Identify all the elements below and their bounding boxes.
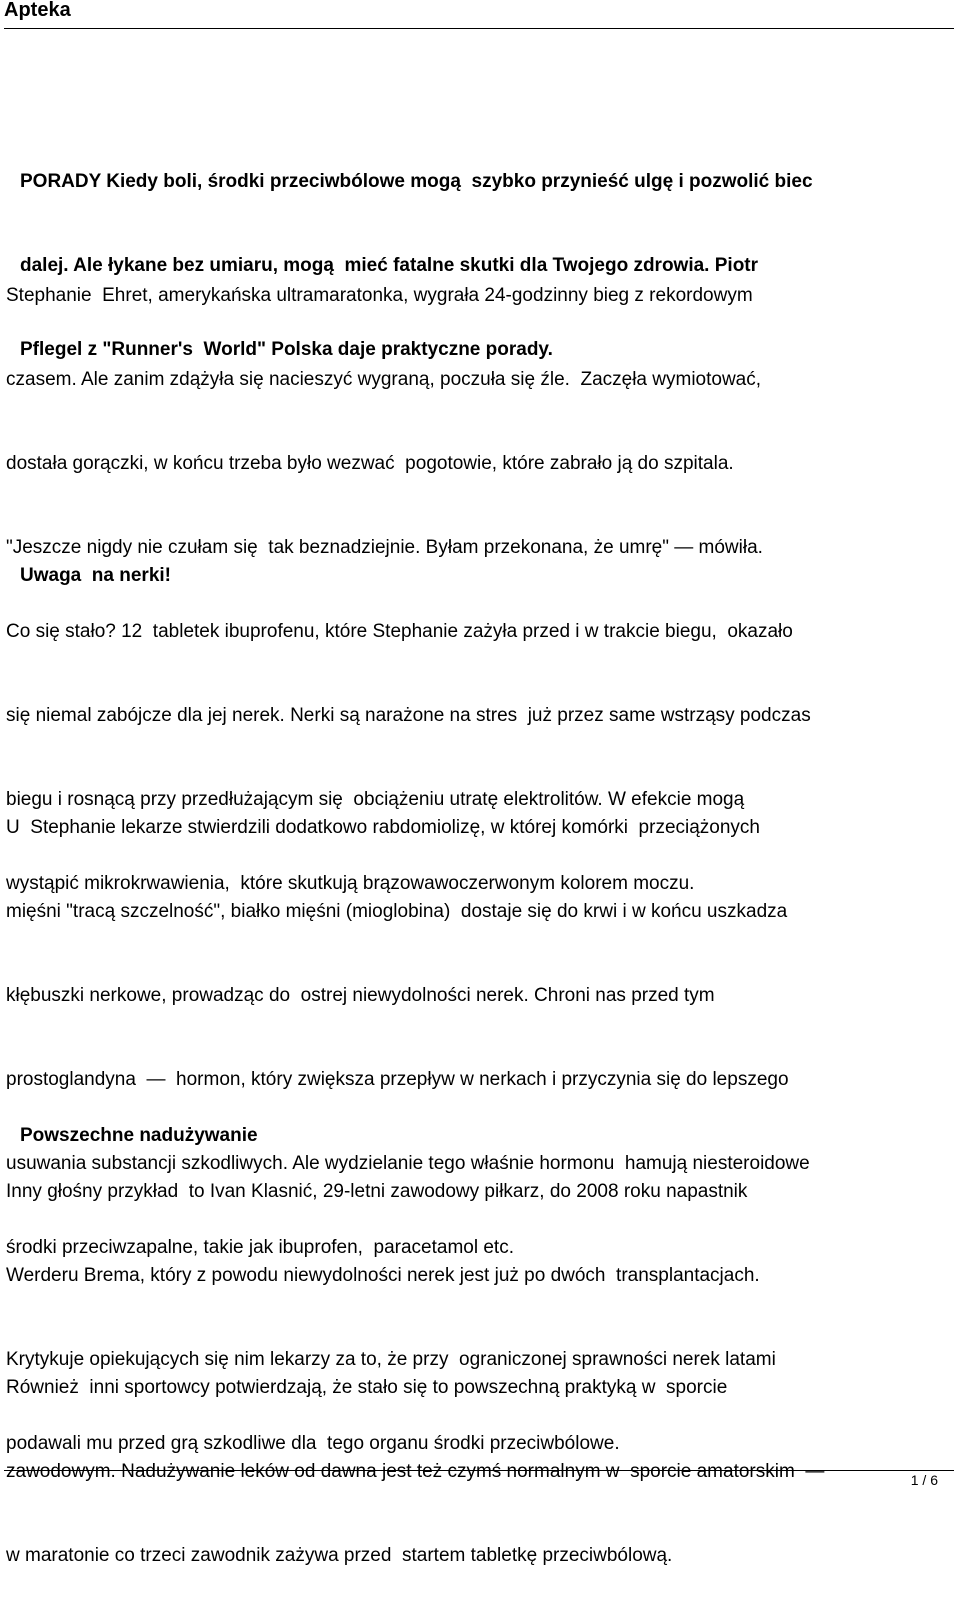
paragraph-line: dostała gorączki, w końcu trzeba było wezwać pogotowie, które zabrało ją do szpitala. — [6, 453, 734, 474]
document-title: Apteka — [4, 0, 71, 21]
page-header — [0, 0, 960, 34]
intro-line: PORADY Kiedy boli, środki przeciwbólowe mogą szybko przynieść ulgę i pozwolić biec — [20, 171, 813, 192]
paragraph-line: kłębuszki nerkowe, prowadząc do ostrej niewydolności nerek. Chroni nas przed tym — [6, 985, 715, 1006]
paragraph-line: czasem. Ale zanim zdążyła się nacieszyć wygraną, poczuła się źle. Zaczęła wymiotować, — [6, 369, 762, 390]
paragraph-line: wystąpić mikrokrwawienia, które skutkują brązowawoczerwonym kolorem moczu. — [6, 873, 695, 894]
paragraph-line: "Jeszcze nigdy nie czułam się tak beznadziejnie. Byłam przekonana, że umrę" — mówiła. — [6, 537, 763, 558]
paragraph-line: Krytykuje opiekujących się nim lekarzy za to, że przy ograniczonej sprawności nerek latami — [6, 1349, 776, 1370]
paragraph-line: Inny głośny przykład to Ivan Klasnić, 29-letni zawodowy piłkarz, do 2008 roku napastnik — [6, 1181, 748, 1202]
paragraph-line: Co się stało? 12 tabletek ibuprofenu, które Stephanie zażyła przed i w trakcie biegu, okazało — [6, 621, 793, 642]
paragraph-other-athletes — [6, 1318, 824, 1598]
paragraph-line: podawali mu przed grą szkodliwe dla tego organu środki przeciwbólowe. — [6, 1433, 620, 1454]
header-divider — [4, 28, 954, 29]
paragraph-line: Stephanie Ehret, amerykańska ultramaratonka, wygrała 24-godzinny bieg z rekordowym — [6, 285, 753, 306]
intro-line: Pflegel z "Runner's World" Polska daje praktyczne porady. — [20, 339, 553, 360]
page-number: 1 / 6 — [910, 1472, 938, 1488]
footer-divider — [4, 1470, 954, 1471]
paragraph-line: Również inni sportowcy potwierdzają, że stało się to powszechną praktyką w sporcie — [6, 1377, 728, 1398]
paragraph-line: mięśni "tracą szczelność", białko mięśni (mioglobina) dostaje się do krwi i w końcu uszkadza — [6, 901, 788, 922]
paragraph-line: U Stephanie lekarze stwierdzili dodatkowo rabdomiolizę, w której komórki przeciążonych — [6, 817, 760, 838]
paragraph-line: się niemal zabójcze dla jej nerek. Nerki są narażone na stres już przez same wstrząsy podczas — [6, 705, 811, 726]
paragraph-line: usuwania substancji szkodliwych. Ale wydzielanie tego właśnie hormonu hamują niesteroidowe — [6, 1153, 810, 1174]
paragraph-line: Werderu Brema, który z powodu niewydolności nerek jest już po dwóch transplantacjach. — [6, 1265, 760, 1286]
paragraph-line: biegu i rosnącą przy przedłużającym się obciążeniu utratę elektrolitów. W efekcie mogą — [6, 789, 745, 810]
section-heading-kidneys: Uwaga na nerki! — [20, 565, 171, 586]
paragraph-line: prostoglandyna — hormon, który zwiększa przepływ w nerkach i przyczynia się do lepszego — [6, 1069, 789, 1090]
intro-line: dalej. Ale łykane bez umiaru, mogą mieć fatalne skutki dla Twojego zdrowia. Piotr — [20, 255, 759, 276]
paragraph-line: środki przeciwzapalne, takie jak ibuprofen, paracetamol etc. — [6, 1237, 514, 1258]
section-heading-overuse: Powszechne nadużywanie — [20, 1125, 258, 1146]
paragraph-line: zawodowym. Nadużywanie leków od dawna jest też czymś normalnym w sporcie amatorskim — — [6, 1461, 825, 1482]
paragraph-line: w maratonie co trzeci zawodnik zażywa przed startem tabletkę przeciwbólową. — [6, 1545, 673, 1566]
